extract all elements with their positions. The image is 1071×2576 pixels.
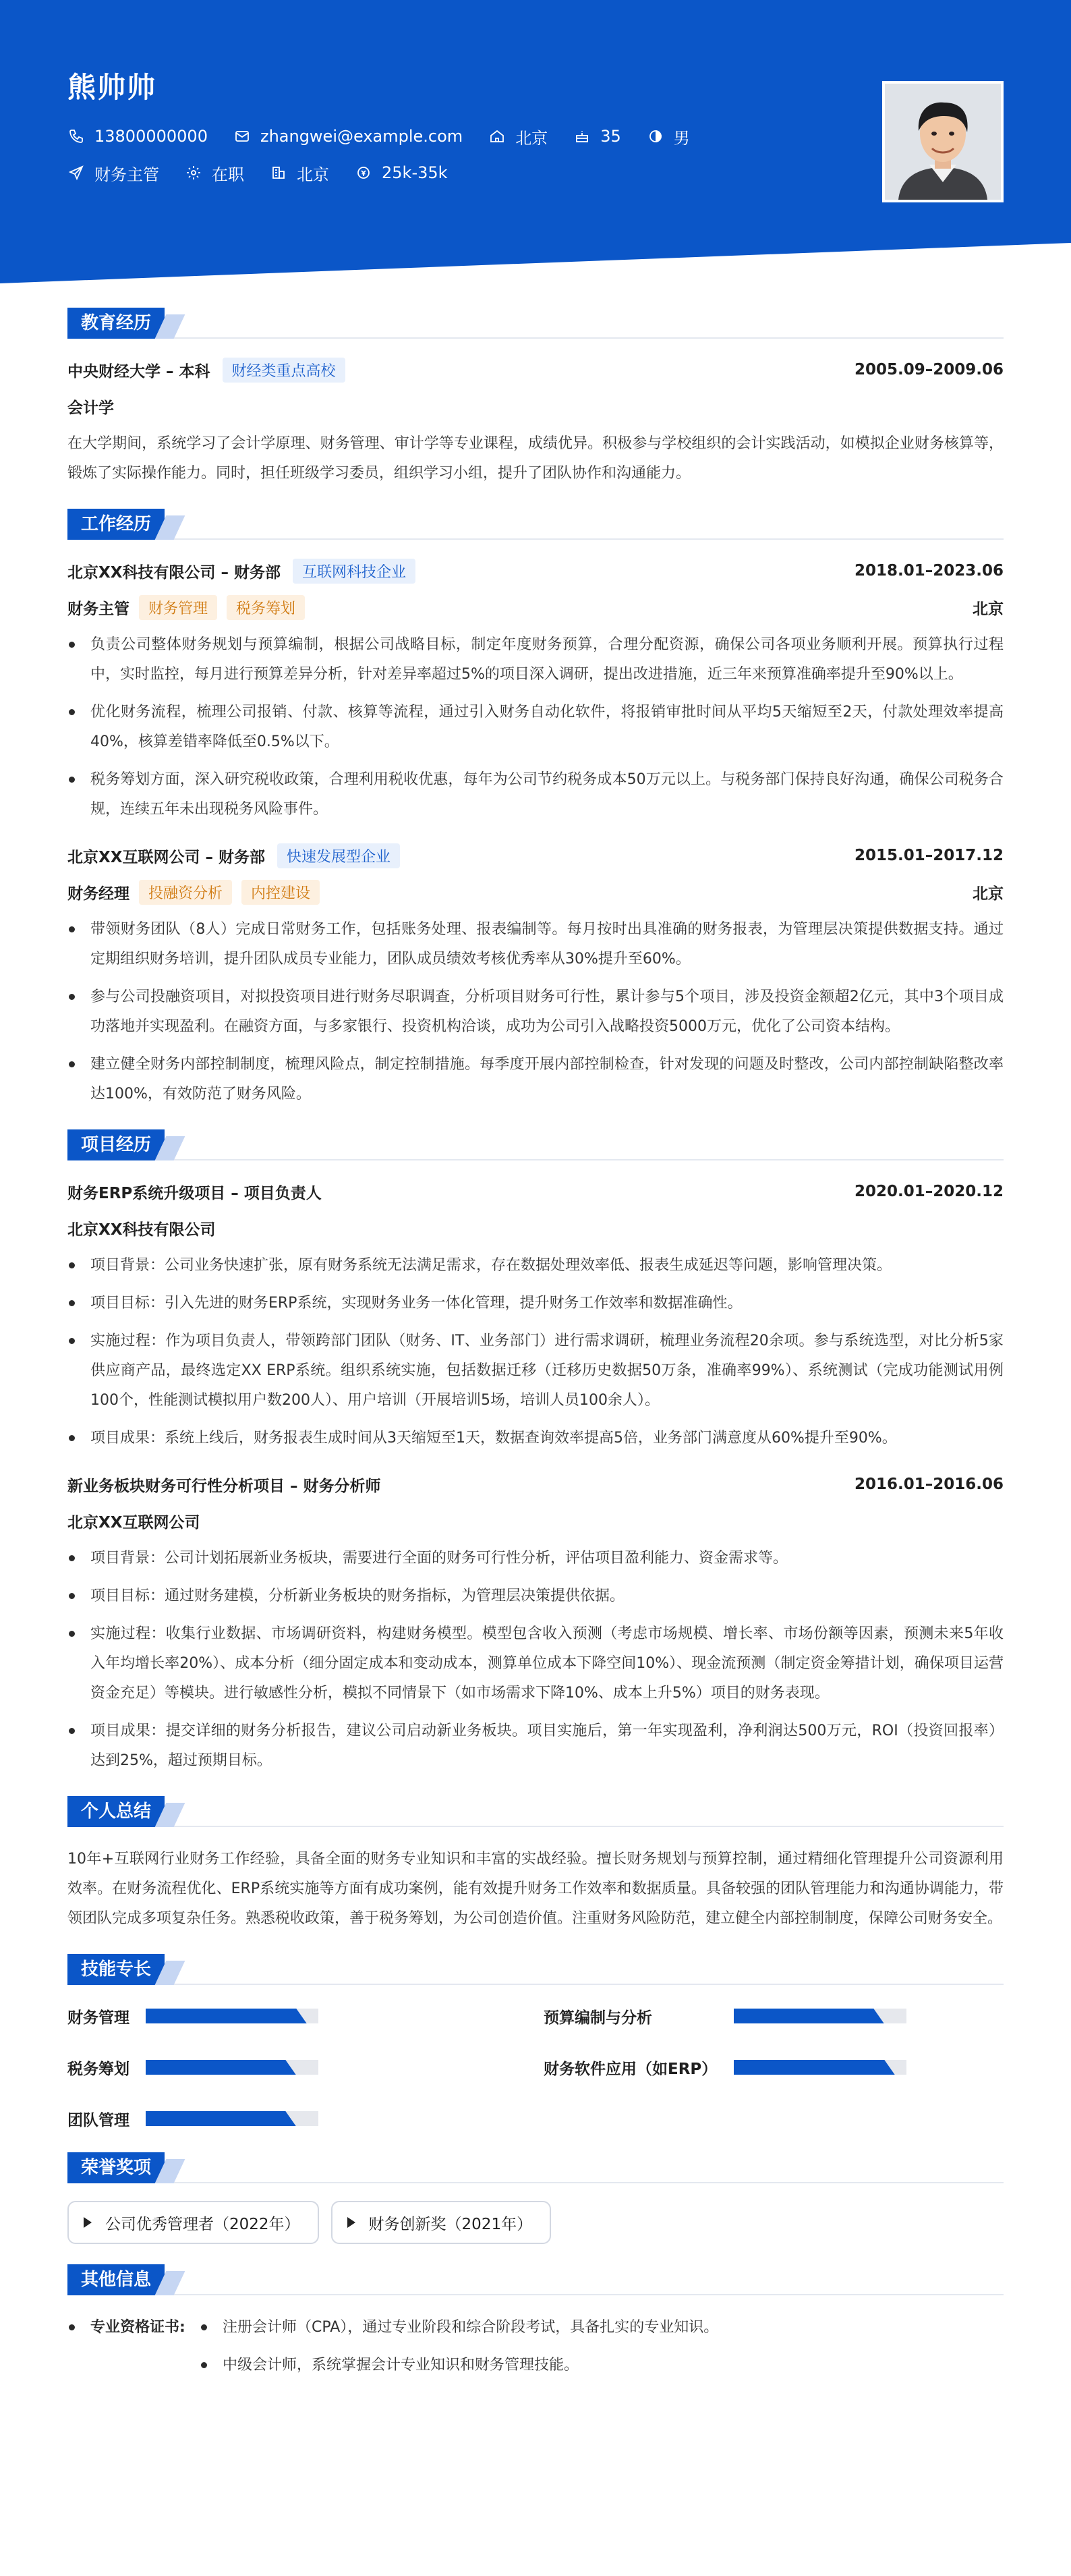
resume-header: [0, 0, 1071, 283]
education-head: [67, 356, 1004, 383]
status-text: 在职: [212, 165, 244, 184]
education-date: 2005.09–2009.06: [854, 361, 1004, 379]
work-location: 北京: [973, 600, 1004, 618]
skill-bar: [734, 2060, 906, 2075]
role-tag: 财务管理: [139, 595, 217, 620]
work-head: [67, 557, 1004, 584]
section-title-text: 技能专长: [67, 1954, 165, 1985]
status-item: [185, 161, 244, 185]
play-icon: [347, 2217, 355, 2228]
project-title: 新业务板块财务可行性分析项目 – 财务分析师: [67, 1477, 381, 1495]
role-name: 财务主管: [67, 600, 129, 618]
cake-icon: [573, 128, 591, 145]
role-tag: 投融资分析: [139, 880, 232, 905]
work-head: [67, 842, 1004, 869]
hometown-item: [488, 125, 548, 148]
skills-section: [67, 1954, 1004, 2132]
project-org: 北京XX互联网公司: [67, 1513, 200, 1532]
skill-bar: [146, 2009, 318, 2023]
education-section: [67, 308, 1004, 488]
gender-icon: [647, 128, 664, 145]
gender-text: 男: [673, 128, 690, 148]
certificates-label: 专业资格证书:: [67, 2313, 200, 2343]
skill-item: [544, 2054, 1004, 2081]
list-item: 项目目标：通过财务建模，分析新业务板块的财务指标，为管理层决策提供依据。: [67, 1581, 1004, 1611]
section-title-text: 荣誉奖项: [67, 2152, 165, 2183]
project-date: 2020.01–2020.12: [854, 1183, 1004, 1200]
project-head: [67, 1178, 1004, 1205]
work-location: 北京: [973, 885, 1004, 903]
project-org-row: [67, 1214, 1004, 1241]
skill-label: 财务管理: [67, 2009, 129, 2027]
email-text: zhangwei@example.com: [260, 127, 463, 146]
phone-icon: [67, 128, 85, 145]
major-name: 会计学: [67, 399, 114, 417]
major-row: [67, 393, 1004, 420]
work-date: 2015.01–2017.12: [854, 847, 1004, 864]
role-tag: 内控建设: [241, 880, 320, 905]
role-left: [67, 595, 305, 620]
project-title: 财务ERP系统升级项目 – 项目负责人: [67, 1184, 322, 1202]
list-item: 参与公司投融资项目，对拟投资项目进行财务尽职调查，分析项目财务可行性，累计参与5个项目，涉及投资金额超2亿元，其中3个项目成功落地并实现盈利。在融资方面，与多家银行、投资机构洽谈，成功为公司引入战略投资5000万元，优化了公司资本结构。: [67, 982, 1004, 1042]
school-tag: 财经类重点高校: [223, 358, 345, 383]
list-item: 项目成果：系统上线后，财务报表生成时间从3天缩短至1天，数据查询效率提高5倍，业务部门满意度从60%提升至90%。: [67, 1424, 1004, 1453]
gender-item: [647, 125, 690, 148]
skill-label: 税务筹划: [67, 2060, 129, 2078]
education-entry: [67, 356, 1004, 488]
work-head-left: [67, 843, 400, 868]
list-item: 项目成果：提交详细的财务分析报告，建议公司启动新业务板块。项目实施后，第一年实现盈利，净利润达500万元，ROI（投资回报率）达到25%，超过预期目标。: [67, 1716, 1004, 1776]
avatar-portrait: [885, 84, 1001, 200]
mail-icon: [233, 128, 251, 145]
education-head-left: [67, 358, 345, 383]
work-entry: [67, 842, 1004, 1109]
project-date: 2016.01–2016.06: [854, 1476, 1004, 1493]
education-description: 在大学期间，系统学习了会计学原理、财务管理、审计学等专业课程，成绩优异。积极参与学校组织的会计实践活动，如模拟企业财务核算等，锻炼了实际操作能力。同时，担任班级学习委员，组织学习小组，提升了团队协作和沟通能力。: [67, 435, 1004, 482]
work-head-left: [67, 559, 415, 584]
hometown-text: 北京: [515, 128, 548, 148]
role-row: [67, 594, 1004, 621]
summary-text: 10年+互联网行业财务工作经验，具备全面的财务专业知识和丰富的实战经验。擅长财务规划与预算控制，通过精细化管理提升公司资源利用效率。在财务流程优化、ERP系统实施等方面有成功案例，能有效提升财务工作效率和数据质量。具备较强的团队管理能力和沟通协调能力，带领团队完成多项复杂任务。熟悉税收政策，善于税务筹划，为公司创造价值。注重财务风险防范，建立健全内部控制制度，保障公司财务安全。: [67, 1851, 1004, 1927]
section-title-education: [67, 308, 1004, 339]
skill-bar-fill: [146, 2111, 283, 2126]
section-title-text: 个人总结: [67, 1796, 165, 1827]
awards-list: [67, 2201, 1004, 2244]
skill-bar-fill: [734, 2060, 881, 2075]
section-title-awards: [67, 2152, 1004, 2183]
role-tag: 税务筹划: [227, 595, 305, 620]
other-section: [67, 2264, 1004, 2388]
email-item: [233, 127, 463, 146]
coin-icon: [355, 164, 372, 181]
list-item: 项目背景：公司计划拓展新业务板块，需要进行全面的财务可行性分析，评估项目盈利能力、资金需求等。: [67, 1544, 1004, 1573]
gear-icon: [185, 164, 202, 181]
section-title-work: [67, 509, 1004, 540]
role-name: 财务经理: [67, 885, 129, 903]
list-item: 优化财务流程，梳理公司报销、付款、核算等流程，通过引入财务自动化软件，将报销审批时间从平均5天缩短至2天，付款处理效率提高40%，核算差错率降低至0.5%以下。: [67, 698, 1004, 757]
award-text: 财务创新奖（2021年）: [368, 2215, 533, 2233]
project-head: [67, 1471, 1004, 1498]
section-title-text: 其他信息: [67, 2264, 165, 2295]
work-bullets: [67, 630, 1004, 824]
list-item: 负责公司整体财务规划与预算编制，根据公司战略目标，制定年度财务预算，合理分配资源，确保公司各项业务顺利开展。预算执行过程中，实时监控，每月进行预算差异分析，针对差异率超过5%的项目深入调研，提出改进措施，近三年来预算准确率提升至90%以上。: [67, 630, 1004, 690]
role-row: [67, 878, 1004, 905]
position-text: 财务主管: [94, 165, 159, 184]
role-left: [67, 880, 320, 905]
school-name: 中央财经大学 – 本科: [67, 362, 210, 381]
skill-label: 预算编制与分析: [544, 2009, 652, 2027]
project-org: 北京XX科技有限公司: [67, 1221, 216, 1239]
city-item: [270, 161, 329, 185]
work-entry: [67, 557, 1004, 824]
project-entry: [67, 1471, 1004, 1776]
candidate-name: 熊帅帅: [67, 71, 157, 104]
list-item: 中级会计师，系统掌握会计专业知识和财务管理技能。: [200, 2351, 718, 2380]
company-tag: 快速发展型企业: [277, 843, 400, 868]
skill-item: [67, 2105, 544, 2132]
project-org-row: [67, 1507, 1004, 1534]
skill-bar-fill: [734, 2009, 871, 2023]
project-bullets: [67, 1544, 1004, 1776]
list-item: 建立健全财务内部控制制度，梳理风险点，制定控制措施。每季度开展内部控制检查，针对发现的问题及时整改，公司内部控制缺陷整改率达100%，有效防范了财务风险。: [67, 1050, 1004, 1109]
award-text: 公司优秀管理者（2022年）: [105, 2215, 300, 2233]
age-item: [573, 127, 621, 146]
list-item: 带领财务团队（8人）完成日常财务工作，包括账务处理、报表编制等。每月按时出具准确的财务报表，为管理层决策提供数据支持。通过定期组织财务培训，提升团队成员专业能力，团队成员绩效考核优秀率从30%提升至60%。: [67, 915, 1004, 974]
phone-item: [67, 127, 208, 146]
section-title-other: [67, 2264, 1004, 2295]
phone-text: 13800000000: [94, 127, 208, 146]
projects-section: [67, 1129, 1004, 1776]
salary-text: 25k-35k: [382, 163, 448, 182]
skill-bar: [146, 2111, 318, 2126]
skill-label: 财务软件应用（如ERP）: [544, 2060, 718, 2078]
project-bullets: [67, 1251, 1004, 1453]
company-tag: 互联网科技企业: [293, 559, 415, 584]
list-item: 实施过程：收集行业数据、市场调研资料，构建财务模型。模型包含收入预测（考虑市场规模、增长率、市场份额等因素，预测未来5年收入年均增长率20%）、成本分析（细分固定成本和变动成本，测算单位成本下降空间10%）、现金流预测（制定资金筹措计划，确保项目运营资金充足）等模块。进行敏感性分析，模拟不同情景下（如市场需求下降10%、成本上升5%）项目的财务表现。: [67, 1619, 1004, 1708]
skill-item: [544, 2003, 1004, 2029]
awards-section: [67, 2152, 1004, 2244]
work-section: [67, 509, 1004, 1109]
skill-item: [67, 2003, 544, 2029]
list-item: 项目目标：引入先进的财务ERP系统，实现财务业务一体化管理，提升财务工作效率和数据准确性。: [67, 1289, 1004, 1318]
city-text: 北京: [297, 165, 329, 184]
work-date: 2018.01–2023.06: [854, 562, 1004, 580]
company-name: 北京XX科技有限公司 – 财务部: [67, 563, 281, 582]
section-title-text: 工作经历: [67, 509, 165, 540]
skill-bar-fill: [146, 2009, 293, 2023]
work-bullets: [67, 915, 1004, 1109]
certificates-row: [67, 2313, 1004, 2388]
job-row: [67, 159, 809, 186]
company-name: 北京XX互联网公司 – 财务部: [67, 848, 265, 866]
section-title-summary: [67, 1796, 1004, 1827]
skill-bar: [146, 2060, 318, 2075]
list-item: 注册会计师（CPA），通过专业阶段和综合阶段考试，具备扎实的专业知识。: [200, 2313, 718, 2343]
section-title-skills: [67, 1954, 1004, 1985]
award-item: [331, 2201, 552, 2244]
section-title-text: 教育经历: [67, 308, 165, 339]
resume-content: [67, 308, 1004, 2409]
section-title-projects: [67, 1129, 1004, 1160]
skill-item: [67, 2054, 544, 2081]
section-title-text: 项目经历: [67, 1129, 165, 1160]
salary-item: [355, 163, 448, 182]
skill-bar: [734, 2009, 906, 2023]
list-item: 项目背景：公司业务快速扩张，原有财务系统无法满足需求，存在数据处理效率低、报表生成延迟等问题，影响管理决策。: [67, 1251, 1004, 1281]
list-item: 实施过程：作为项目负责人，带领跨部门团队（财务、IT、业务部门）进行需求调研，梳理业务流程20余项。参与系统选型，对比分析5家供应商产品，最终选定XX ERP系统。组织系统实施，包括数据迁移（迁移历史数据50万条，准确率99%）、系统测试（完成功能测试用例100个，性能测试模拟用户数200人）、用户培训（开展培训5场，培训人员100余人）。: [67, 1326, 1004, 1416]
position-item: [67, 161, 159, 185]
contact-row: [67, 123, 809, 150]
project-entry: [67, 1178, 1004, 1453]
summary-section: [67, 1796, 1004, 1934]
send-icon: [67, 164, 85, 181]
award-item: [67, 2201, 319, 2244]
age-text: 35: [600, 127, 621, 146]
skill-bar-fill: [146, 2060, 283, 2075]
skill-label: 团队管理: [67, 2111, 129, 2129]
header-info: [67, 67, 809, 186]
play-icon: [84, 2217, 92, 2228]
avatar: [882, 81, 1004, 202]
list-item: 税务筹划方面，深入研究税收政策，合理利用税收优惠，每年为公司节约税务成本50万元以上。与税务部门保持良好沟通，确保公司税务合规，连续五年未出现税务风险事件。: [67, 765, 1004, 824]
building-icon: [270, 164, 287, 181]
home-icon: [488, 128, 506, 145]
certificates-list: [200, 2313, 718, 2388]
skills-grid: [67, 2003, 1004, 2132]
